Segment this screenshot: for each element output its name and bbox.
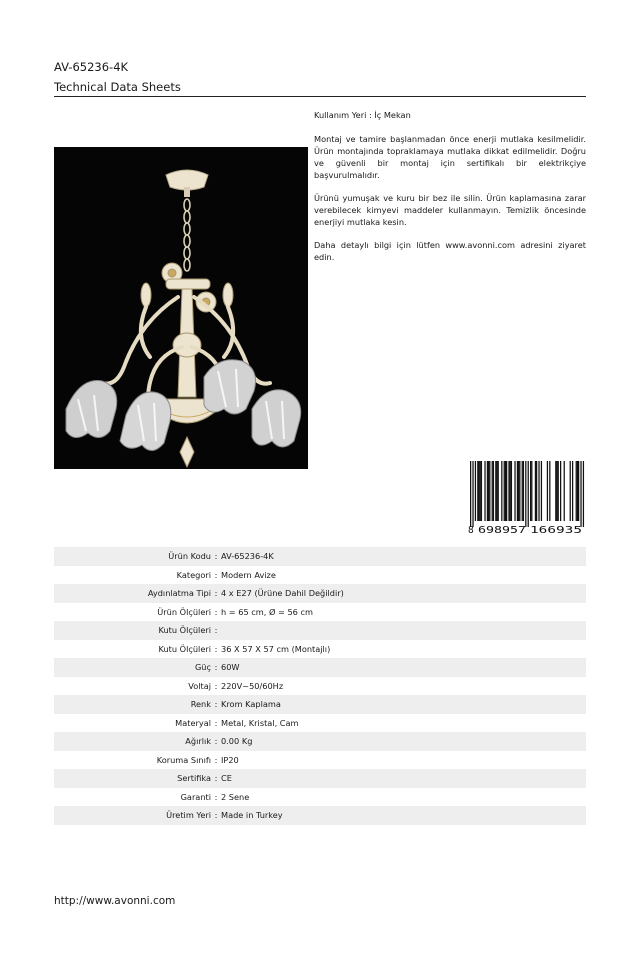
spec-separator: : <box>214 699 218 710</box>
barcode-bar <box>560 461 561 521</box>
barcode-bar <box>519 461 520 521</box>
barcode-bar <box>517 461 518 521</box>
barcode-bar <box>570 461 571 521</box>
spec-value: IP20 <box>221 754 239 765</box>
barcode-bar <box>506 461 507 521</box>
barcode-first-digit: 8 <box>468 525 474 535</box>
barcode-bar <box>555 461 556 521</box>
spec-label: Aydınlatma Tipi <box>147 588 211 599</box>
spec-row <box>54 695 586 714</box>
spec-label: Kutu Ölçüleri <box>158 625 211 636</box>
barcode-bar <box>549 461 550 521</box>
spec-value: 220V~50/60Hz <box>221 680 284 691</box>
barcode-bar <box>576 461 577 521</box>
spec-value: Metal, Kristal, Cam <box>221 717 299 728</box>
barcode-bar <box>488 461 489 521</box>
spec-label: Üretim Yeri <box>166 810 211 821</box>
product-code-heading: AV-65236-4K <box>54 60 129 74</box>
chandelier-image <box>54 147 308 469</box>
spec-row <box>54 714 586 733</box>
website-paragraph: Daha detaylı bilgi için lütfen www.avonni.com adresini ziyaret edin. <box>314 240 586 262</box>
spec-value: 0.00 Kg <box>221 736 253 747</box>
spec-separator: : <box>214 810 218 821</box>
spec-label: Voltaj <box>188 680 211 691</box>
spec-row <box>54 640 586 659</box>
barcode-bar <box>495 461 496 521</box>
barcode-bar <box>484 461 485 521</box>
spec-label: Güç <box>194 662 211 673</box>
barcode-bar <box>475 461 476 521</box>
spec-row <box>54 677 586 696</box>
spec-separator: : <box>214 680 218 691</box>
barcode-bar <box>580 461 581 527</box>
barcode-bar <box>547 461 548 521</box>
barcode-bar <box>538 461 539 521</box>
spec-row <box>54 621 586 640</box>
page-subtitle: Technical Data Sheets <box>54 80 181 94</box>
product-photo <box>54 147 308 469</box>
info-panel <box>314 109 586 274</box>
barcode-bar <box>535 461 536 521</box>
spec-label: Renk <box>190 699 211 710</box>
barcode-bar <box>470 461 471 527</box>
barcode-right-digits: 166935 <box>530 525 582 535</box>
barcode-bar <box>564 461 565 521</box>
spec-value: Modern Avize <box>221 569 276 580</box>
spec-row <box>54 584 586 603</box>
barcode-bar <box>510 461 511 521</box>
spec-value: h = 65 cm, Ø = 56 cm <box>221 606 313 617</box>
barcode-bar <box>489 461 490 521</box>
barcode-bar <box>508 461 509 521</box>
spec-label: Kutu Ölçüleri <box>158 643 211 654</box>
barcode-bar <box>487 461 488 521</box>
barcode-bar <box>523 461 524 521</box>
spec-label: Ürün Kodu <box>168 551 211 562</box>
spec-value: 4 x E27 (Ürüne Dahil Değildir) <box>221 588 344 599</box>
spec-label: Kategori <box>176 569 211 580</box>
spec-value: CE <box>221 773 232 784</box>
spec-row <box>54 732 586 751</box>
footer-url: http://www.avonni.com <box>54 895 176 907</box>
usage-label: Kullanım Yeri <box>314 110 367 120</box>
spec-value: 2 Sene <box>221 791 250 802</box>
barcode-bar <box>578 461 579 521</box>
spec-value: 36 X 57 X 57 cm (Montajlı) <box>221 643 331 654</box>
barcode-bar <box>558 461 559 521</box>
barcode-bar <box>518 461 519 521</box>
barcode-bar <box>536 461 537 521</box>
barcode-bar <box>528 461 529 527</box>
barcode-bar <box>577 461 578 521</box>
barcode-bar <box>572 461 573 521</box>
spec-separator: : <box>214 773 218 784</box>
spec-label: Ürün Ölçüleri <box>157 606 211 617</box>
spec-label: Ağırlık <box>185 736 211 747</box>
spec-separator: : <box>214 551 218 562</box>
barcode-bar <box>541 461 542 521</box>
barcode-bar <box>480 461 481 521</box>
spec-separator: : <box>214 791 218 802</box>
cleaning-paragraph: Ürünü yumuşak ve kuru bir bez ile silin. Ürün kaplamasına zarar verebilecek kimyevi maddeler kullanmayın. Temizlik öncesinde enerjiyi mutlaka kesin. <box>314 193 586 227</box>
spec-label: Garanti <box>180 791 211 802</box>
spec-separator: : <box>214 754 218 765</box>
barcode-bar <box>496 461 497 521</box>
spec-separator: : <box>214 588 218 599</box>
barcode-bar <box>505 461 506 521</box>
barcode-bars <box>466 461 586 535</box>
barcode-bar <box>478 461 479 521</box>
spec-row <box>54 769 586 788</box>
spec-row <box>54 603 586 622</box>
spec-separator: : <box>214 625 218 636</box>
spec-table <box>54 547 586 825</box>
header-divider <box>54 96 586 97</box>
barcode-bar <box>493 461 494 521</box>
usage-line: Kullanım Yeri : İç Mekan <box>314 110 411 120</box>
spec-label: Koruma Sınıfı <box>156 754 211 765</box>
barcode-bar <box>522 461 523 521</box>
barcode-left-digits: 698957 <box>478 525 526 535</box>
barcode-bar <box>472 461 473 527</box>
spec-value: Made in Turkey <box>221 810 283 821</box>
spec-row <box>54 658 586 677</box>
barcode-bar <box>531 461 532 521</box>
usage-value: İç Mekan <box>374 110 411 120</box>
barcode-bar <box>492 461 493 521</box>
spec-separator: : <box>214 736 218 747</box>
barcode-bar <box>481 461 482 521</box>
spec-row <box>54 788 586 807</box>
spec-separator: : <box>214 569 218 580</box>
spec-separator: : <box>214 643 218 654</box>
spec-value: Krom Kaplama <box>221 699 281 710</box>
barcode-bar <box>504 461 505 521</box>
barcode-bar <box>477 461 478 521</box>
barcode-bar <box>498 461 499 521</box>
spec-row <box>54 566 586 585</box>
spec-label: Sertifika <box>177 773 211 784</box>
spec-row <box>54 806 586 825</box>
barcode-bar <box>583 461 584 527</box>
spec-separator: : <box>214 606 218 617</box>
barcode-bar <box>511 461 512 521</box>
spec-row <box>54 547 586 566</box>
barcode-bar <box>556 461 557 521</box>
spec-separator: : <box>214 717 218 728</box>
spec-label: Materyal <box>175 717 211 728</box>
spec-row <box>54 751 586 770</box>
barcode-bar <box>501 461 502 521</box>
spec-value: AV-65236-4K <box>221 551 274 562</box>
barcode-bar <box>525 461 526 527</box>
barcode <box>466 461 586 535</box>
spec-separator: : <box>214 662 218 673</box>
safety-paragraph: Montaj ve tamire başlanmadan önce enerji mutlaka kesilmelidir. Ürün montajında topraklamaya mutlaka dikkat edilmelidir. Doğru ve güvenli bir montaj için sertifikalı bir elektrikçiye başvurulmalıdır. <box>314 134 586 180</box>
barcode-bar <box>514 461 515 521</box>
barcode-bar <box>530 461 531 521</box>
spec-value: 60W <box>221 662 240 673</box>
